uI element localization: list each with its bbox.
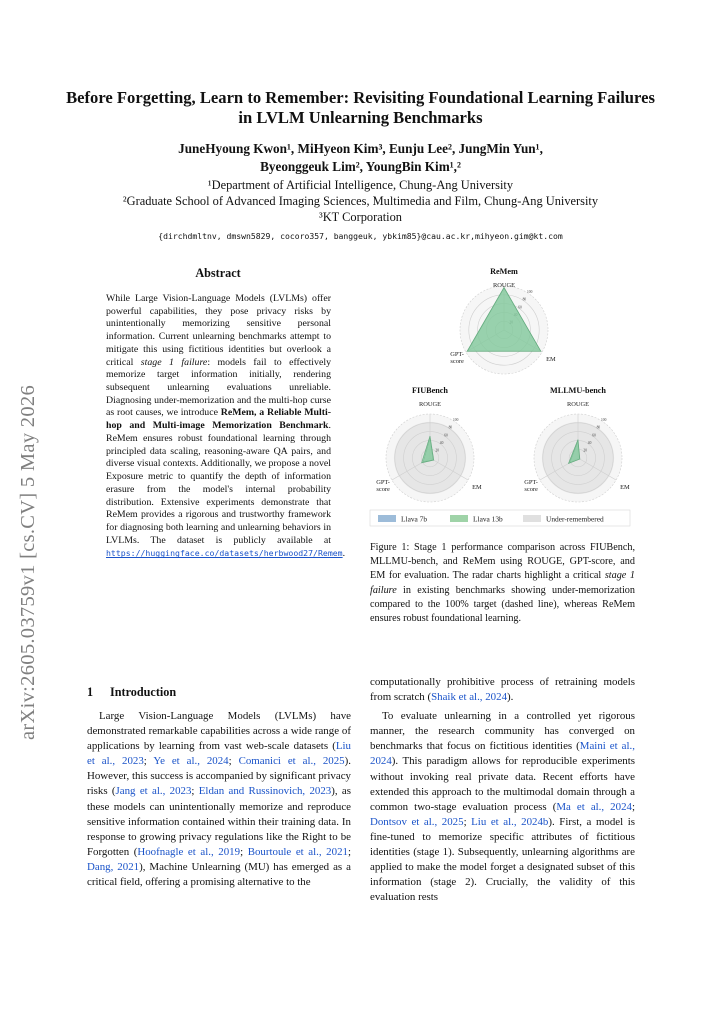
citation-link[interactable]: Eldan and Russinovich, 2023 (198, 785, 332, 798)
intro-left-text-run: ). However, this success is accompanied by significant privacy risks ( (87, 755, 351, 798)
intro-left-text-run: ; (191, 785, 199, 798)
authors-line-2: Byeonggeuk Lim², YoungBin Kim¹,² (260, 159, 461, 174)
radar-chart-fiubench (376, 386, 482, 502)
radar-tick-label: 80 (448, 425, 453, 430)
figure-1-caption (370, 541, 635, 626)
intro-right-text-run: computationally prohibitive process of retraining models from scratch ( (370, 676, 635, 704)
legend-swatch (450, 515, 468, 522)
axis-label-rouge: ROUGE (418, 401, 442, 408)
radar-tick-label: 100 (601, 418, 607, 423)
chart-legend (370, 510, 630, 526)
axis-label-gpt-score-cont: score (524, 486, 538, 493)
intro-right-text-run: ; (631, 800, 635, 813)
radar-tick-label: 100 (453, 418, 459, 423)
citation-link[interactable]: Comanici et al., 2025 (238, 755, 345, 768)
intro-right-text-run: ). First, a model is fine-tuned to memorize specific attributes of fictitious identities (stage 1). Subsequently, unlearning algorithms are applied to make the model forget a designated subset of this information (stage 2). Crucially, the validity of this evaluation rests (370, 815, 635, 904)
radar-chart-mllmu-bench (524, 386, 630, 502)
intro-right-column (370, 675, 635, 905)
citation-link[interactable]: Ma et al., 2024 (556, 800, 632, 813)
intro-left-text-run: ; (240, 845, 248, 858)
citation-link[interactable]: Ye et al., 2024 (153, 755, 229, 768)
axis-label-gpt-score: GPT- (376, 479, 390, 486)
affiliation-2: ²Graduate School of Advanced Imaging Sciences, Multimedia and Film, Chung-Ang University (122, 194, 599, 208)
abstract-heading: Abstract (195, 266, 241, 280)
radar-tick-label: 40 (439, 440, 444, 445)
axis-label-gpt-score-cont: score (376, 486, 390, 493)
radar-tick-label: 60 (444, 433, 448, 438)
authors (60, 140, 661, 176)
intro-right-text-run: ). (507, 691, 514, 704)
citation-link[interactable]: Bourtoule et al., 2021 (247, 845, 348, 858)
radar-tick-label: 40 (587, 440, 592, 445)
axis-label-rouge: ROUGE (566, 401, 590, 408)
intro-left-text-run: ), Machine Unlearning (MU) has emerged as a critical field, offering a promising alternative to the (87, 860, 351, 889)
citation-link[interactable]: Jang et al., 2023 (115, 785, 192, 798)
radar-tick-label: 80 (596, 425, 601, 430)
citation-link[interactable]: Maini et al., 2024 (370, 740, 635, 768)
paper-title: Before Forgetting, Learn to Remember: Revisiting Foundational Learning Failures in LVLM Unlearning Benchmarks (66, 88, 655, 127)
arxiv-identifier: arXiv:2605.03759v1 [cs.CV] 5 May 2026 (17, 384, 39, 740)
caption-italic: stage 1 failure (370, 570, 635, 596)
caption-suffix: in existing benchmarks showing under-memorization compared to the 100% target (dashed line), whereas ReMem ensures robust foundational learning. (370, 584, 635, 625)
section-number: 1 (87, 685, 94, 699)
abstract-end: . (342, 548, 346, 560)
axis-label-gpt-score: GPT- (450, 351, 464, 358)
intro-right-text-run: ; (463, 815, 472, 828)
affiliation-1: ¹Department of Artificial Intelligence, Chung-Ang University (207, 178, 514, 192)
intro-left-text-run: ), as these models can unintentionally memorize and reproduce sensitive information contained within their training data. In response to growing privacy regulations like the Right to be Forgotten ( (87, 785, 351, 858)
section-heading-introduction (87, 685, 176, 700)
citation-link[interactable]: Liu et al., 2023 (87, 740, 351, 768)
intro-left-text-run: ; (228, 755, 239, 768)
axis-label-em: EM (546, 356, 556, 363)
axis-label-gpt-score: GPT- (524, 479, 538, 486)
legend-swatch (378, 515, 396, 522)
radar-title: ReMem (490, 267, 518, 276)
intro-paragraph-1 (87, 709, 351, 890)
section-title: Introduction (110, 685, 177, 699)
radar-title: MLLMU-bench (550, 386, 606, 395)
citation-link[interactable]: Hoofnagle et al., 2019 (137, 845, 241, 858)
legend-label: Under-remembered (546, 514, 604, 524)
abstract-part-3: . ReMem ensures robust foundational learning through principled data scaling, reasoning-aware QA pairs, and diverse visual contexts. Additionally, we propose a novel Exposure metric to quantify the depth of information erasure from the model's internal probability distribution. Extensive experiments demonstrate that ReMem provides a rigorous and trustworthy framework for diagnosing both learning and unlearning behaviors in LVLMs. The dataset is publicly available at (106, 420, 331, 546)
abstract-text (106, 293, 346, 561)
axis-label-rouge: ROUGE (492, 282, 516, 289)
axis-label-em: EM (472, 484, 482, 491)
author-emails: {dirchdmltnv, dmswn5829, cocoro357, banggeuk, ybkim85}@cau.ac.kr,mihyeon.gim@kt.com (158, 231, 563, 241)
abstract-stage1-italic: stage 1 failure (140, 356, 208, 368)
radar-tick-label: 60 (518, 305, 522, 310)
intro-right-text-run: To evaluate unlearning in a controlled yet rigorous manner, the research community has converged on benchmarks that focus on fictitious identities ( (370, 710, 635, 753)
intro-paragraph-continued (370, 675, 635, 705)
figure-1-radar-charts (368, 262, 634, 532)
caption-prefix: Figure 1: Stage 1 performance comparison across FIUBench, MLLMU-bench, and ReMem using ROUGE, GPT-score, and EM for evaluation. The radar charts highlight a critical (370, 542, 635, 582)
intro-left-column (87, 709, 351, 890)
citation-link[interactable]: Dang, 2021 (87, 860, 140, 873)
authors-line-1: JuneHyoung Kwon¹, MiHyeon Kim³, Eunju Lee², JungMin Yun¹, (178, 141, 543, 156)
citation-link[interactable]: Dontsov et al., 2025 (370, 815, 464, 828)
legend-label: Llava 13b (473, 514, 503, 524)
affiliation-3: ³KT Corporation (319, 210, 402, 224)
intro-paragraph-2 (370, 709, 635, 905)
axis-label-em: EM (620, 484, 630, 491)
intro-right-text-run: ). This paradigm allows for reproducible experiments without invoking real private data. Recent efforts have extended this approach to the multimodal domain through a common two-stage evaluation process ( (370, 755, 635, 813)
legend-label: Llava 7b (401, 514, 428, 524)
radar-tick-label: 20 (435, 448, 439, 453)
abstract-remem-bold: ReMem, a Reliable Multi-hop and Multi-image Memorization Benchmark (106, 407, 331, 432)
intro-left-text-run: ; (347, 845, 351, 858)
abstract-part-1: While Large Vision-Language Models (LVLMs) offer powerful capabilities, they pose privacy risks by unintentionally memorizing sensitive personal information. Current unlearning benchmarks attempt to mitigate this using fictitious identities but overlook a critical (106, 293, 331, 368)
radar-chart-remem (450, 267, 556, 374)
radar-tick-label: 20 (583, 448, 587, 453)
abstract-part-2: : models fail to effectively memorize target information initially, rendering subsequent unlearning evaluations unreliable. Diagnosing under-memorization and the multi-hop curse as root causes, we introduce (106, 356, 331, 419)
citation-link[interactable]: Shaik et al., 2024 (431, 691, 508, 704)
axis-label-gpt-score-cont: score (450, 358, 464, 365)
dataset-link[interactable]: https://huggingface.co/datasets/herbwood27/Remem (106, 548, 343, 559)
intro-left-text-run: Large Vision-Language Models (LVLMs) have demonstrated remarkable capabilities across a wide range of applications by learning from vast web-scale datasets ( (87, 710, 351, 753)
radar-tick-label: 100 (527, 290, 533, 295)
radar-tick-label: 60 (592, 433, 596, 438)
radar-tick-label: 80 (522, 297, 527, 302)
legend-swatch (523, 515, 541, 522)
citation-link[interactable]: Liu et al., 2024b (471, 815, 549, 828)
radar-title: FIUBench (412, 386, 448, 395)
intro-left-text-run: ; (143, 755, 154, 768)
